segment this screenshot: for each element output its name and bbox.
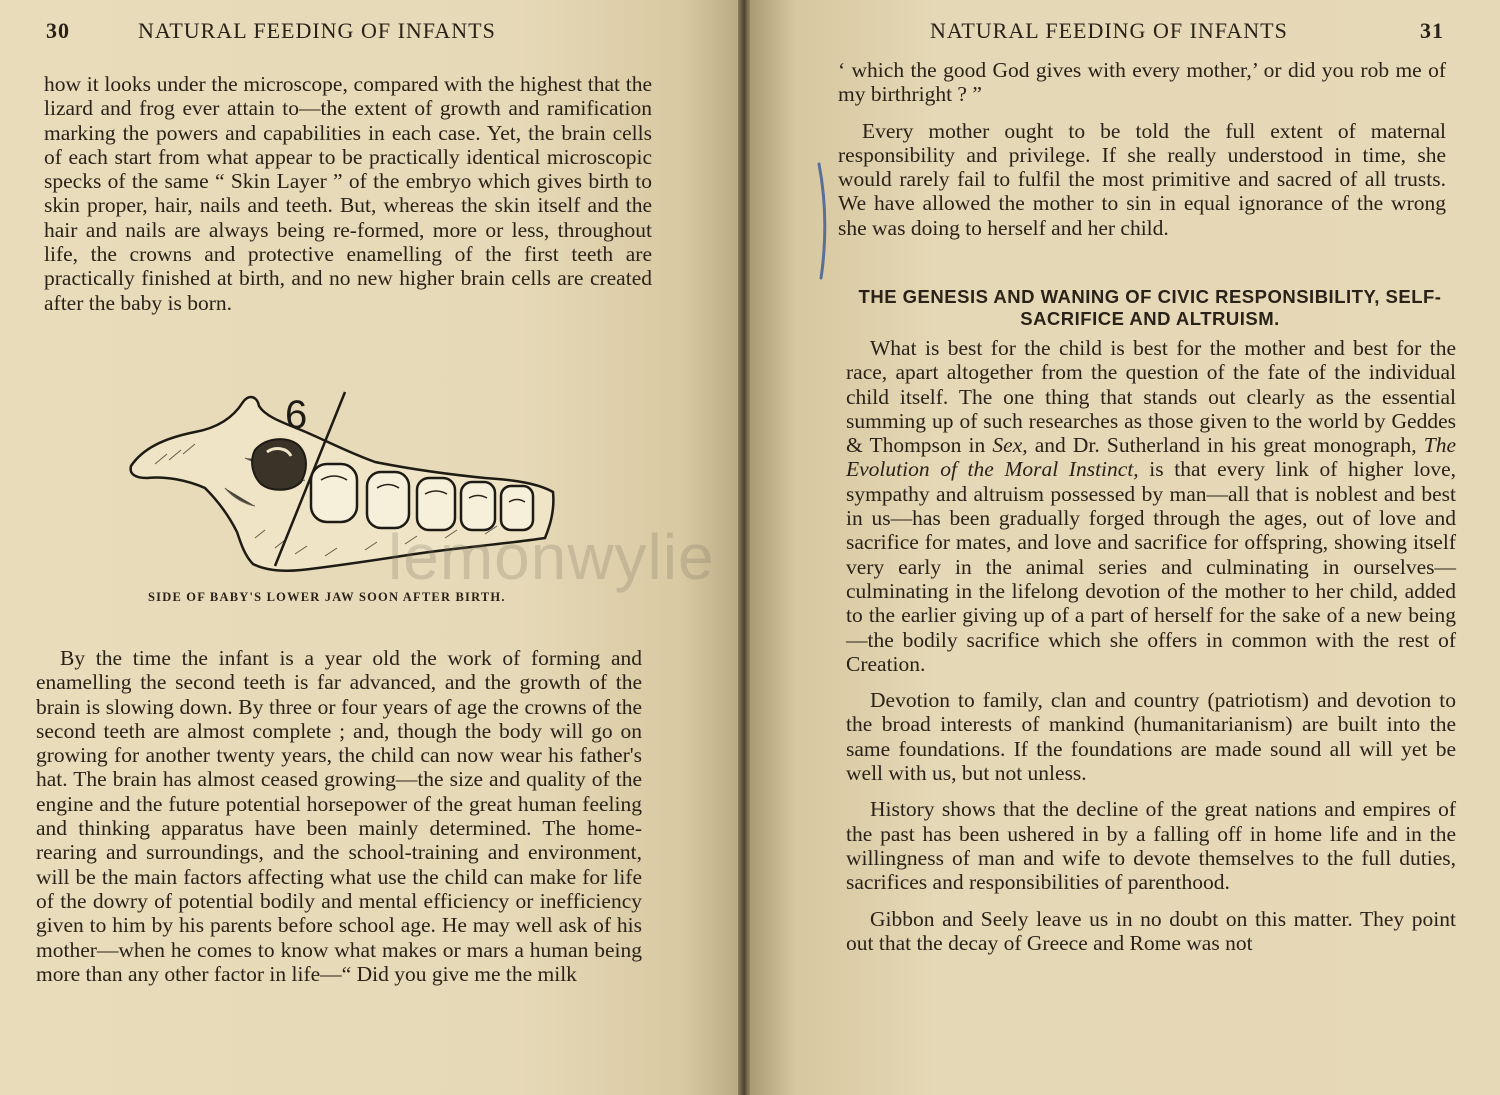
developing-tooth <box>252 439 306 490</box>
body-text <box>846 336 1456 955</box>
paragraph-text: and Dr. Sutherland in his great monograph, <box>1027 433 1417 458</box>
paragraph-text: What is best for the child is best for the mother and best for the race, apart altogether from the question of the fate of the individual child itself. The one thing that stands out clearly as the essential summing up of such researches as those given to the world by Geddes & Thompson in <box>846 336 1456 458</box>
watermark: lemonwylie <box>388 521 715 593</box>
section-heading: THE GENESIS AND WANING OF CIVIC RESPONSIBILITY, SELF-SACRIFICE AND ALTRUISM. <box>858 286 1442 329</box>
italic-title: Sex, <box>992 433 1028 458</box>
page-number: 31 <box>1420 18 1444 43</box>
right-page <box>750 0 1500 1095</box>
body-text <box>838 58 1446 240</box>
body-text <box>44 72 652 315</box>
paragraph: Devotion to family, clan and country (patriotism) and devotion to the broad interests of mankind (humanitarianism) are built into the same foundations. If the foundations are made sound all will yet be well with us, but not unless. <box>846 688 1456 786</box>
paragraph-text: is that every link of higher love, sympathy and altruism possessed by man—all that is noblest and best in us—has been gradually forged through the ages, out of love and sacrifice for mates, and love and sacrifice for offspring, showing itself very early in the animal series and culminating in ourselves—culminating in the lifelong devotion of the mother to her child, added to the earlier giving up of a part of herself for the sake of a new being—the bodily sacrifice which she offers in common with the rest of Creation. <box>846 457 1456 676</box>
paragraph: By the time the infant is a year old the work of forming and enamelling the second teeth is far advanced, and the growth of the brain is slowing down. By three or four years of age the crowns of the second teeth are almost complete ; and, though the body will go on growing for another twenty years, the child can now wear his father's hat. The brain has almost ceased growing—the size and quality of the engine and the future potential horsepower of the great human feeling and thinking apparatus have been mainly determined. The home-rearing and surroundings, and the school-training and environment, will be the main factors affecting what use the child can make for life of the dowry of potential bodily and mental efficiency or inefficiency given to him by his parents before school age. He may well ask of his mother—when he comes to know what makes or mars a human being more than any other factor in life—“ Did you give me the milk <box>36 646 642 986</box>
tooth-crypt <box>311 464 357 522</box>
paragraph: how it looks under the microscope, compared with the highest that the lizard and frog ever attain to—the extent of growth and ramification marking the powers and capabilities in each case. Yet, the brain cells of each start from what appear to be practically identical microscopic specks of the same “ Skin Layer ” of the embryo which gives birth to skin proper, hair, nails and teeth. But, whereas the skin itself and the hair and nails are always being re-formed, more or less, throughout life, the crowns and protective enamelling of the first teeth are practically finished at birth, and no new higher brain cells are created after the baby is born. <box>44 72 652 315</box>
figure-caption: SIDE OF BABY'S LOWER JAW SOON AFTER BIRTH. <box>148 590 506 604</box>
running-head: NATURAL FEEDING OF INFANTS <box>930 18 1288 43</box>
paragraph: ‘ which the good God gives with every mother,’ or did you rob me of my birthright ? ” <box>838 58 1446 107</box>
italic-title: The Evolution of the Moral Instinct, <box>846 433 1456 482</box>
margin-pencil-mark <box>816 160 830 280</box>
paragraph: Gibbon and Seely leave us in no doubt on this matter. They point out that the decay of Greece and Rome was not <box>846 906 1456 955</box>
body-text <box>36 646 642 986</box>
paragraph: History shows that the decline of the great nations and empires of the past has been ushered in by a falling off in home life and in the willingness of man and wife to devote themselves to the full duties, sacrifices and responsibilities of parenthood. <box>846 797 1456 895</box>
running-head: NATURAL FEEDING OF INFANTS <box>138 18 496 43</box>
paragraph: Every mother ought to be told the full extent of maternal responsibility and privilege. If she really understood in time, she would rarely fail to fulfil the most primitive and sacred of all trusts. We have allowed the mother to sin in equal ignorance of the wrong she was doing to herself and her child. <box>838 118 1446 240</box>
page-number: 30 <box>46 18 70 43</box>
paragraph <box>846 336 1456 676</box>
figure-label: 6 <box>285 393 308 437</box>
